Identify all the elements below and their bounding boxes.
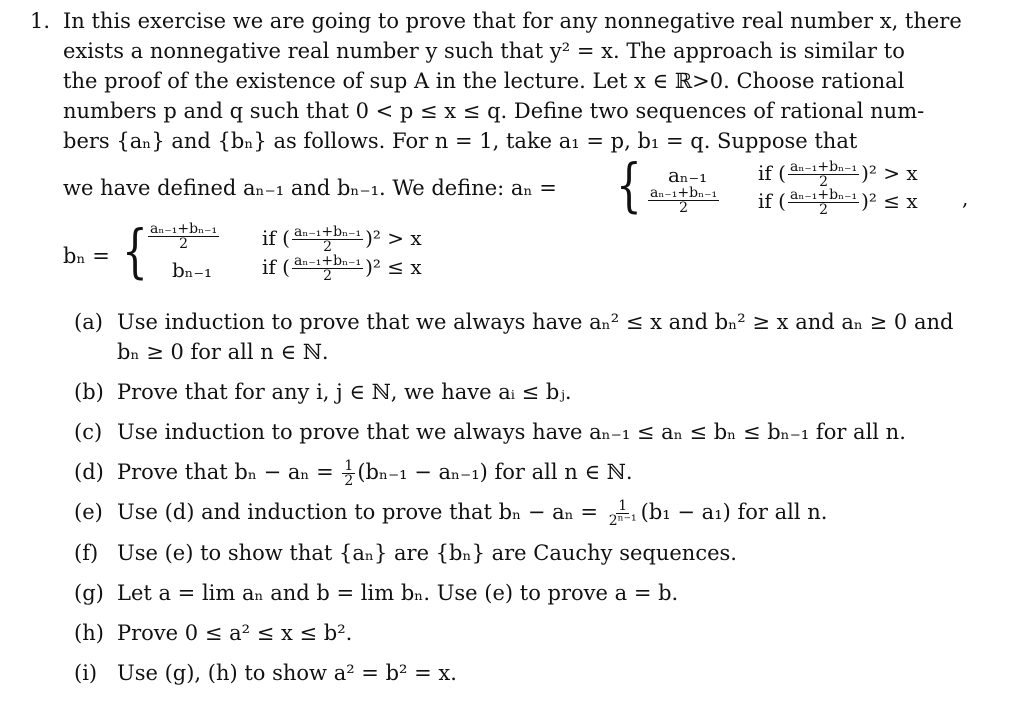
part-e-text: Use (d) and induction to prove that bₙ − aₙ = $\frac{1}{\text{2ⁿ⁻¹}}$ (b₁ − a₁) for all n. (117, 498, 828, 529)
intro-line-3: the proof of the existence of sup A in the lecture. Let x ∈ ℝ>0. Choose rational (63, 69, 905, 93)
part-a-text: Use induction to prove that we always have aₙ² ≤ x and bₙ² ≥ x and aₙ ≥ 0 and (117, 310, 954, 334)
problem-number: 1. (30, 9, 51, 33)
a-def-comma: , (962, 186, 969, 210)
part-i-text: Use (g), (h) to show a² = b² = x. (117, 661, 457, 685)
intro-line-2: exists a nonnegative real number y such that y² = x. The approach is similar to (63, 39, 905, 63)
a-def-case1-value: aₙ₋₁ (668, 163, 708, 187)
part-d-label: (d) (74, 460, 104, 484)
intro-line-1: In this exercise we are going to prove that for any nonnegative real number x, there (63, 9, 962, 33)
part-a-text-2: bₙ ≥ 0 for all n ∈ ℕ. (117, 340, 329, 364)
part-b-label: (b) (74, 380, 104, 404)
a-def-case2-value: $\frac{\text{aₙ₋₁+bₙ₋₁}}{2}$ (650, 185, 718, 216)
part-g-label: (g) (74, 581, 104, 605)
b-def-case1-value: $\frac{\text{aₙ₋₁+bₙ₋₁}}{2}$ (150, 221, 218, 252)
intro-line-6: we have defined aₙ₋₁ and bₙ₋₁. We define: aₙ = (63, 176, 557, 200)
a-def-brace: { (616, 151, 642, 219)
part-h-label: (h) (74, 621, 104, 645)
b-def-lhs: bₙ = (63, 244, 110, 268)
part-a-label: (a) (74, 310, 103, 334)
part-f-label: (f) (74, 541, 99, 565)
part-h-text: Prove 0 ≤ a² ≤ x ≤ b². (117, 621, 353, 645)
intro-line-5: bers {aₙ} and {bₙ} as follows. For n = 1, take a₁ = p, b₁ = q. Suppose that (63, 129, 858, 153)
part-g-text: Let a = lim aₙ and b = lim bₙ. Use (e) to prove a = b. (117, 581, 679, 605)
a-def-case1-cond: if ( $\frac{\text{aₙ₋₁+bₙ₋₁}}{2}$ )² > x (758, 159, 918, 190)
intro-line-4: numbers p and q such that 0 < p ≤ x ≤ q. Define two sequences of rational num- (63, 99, 925, 123)
b-def-case2-value: bₙ₋₁ (172, 258, 213, 282)
part-e-label: (e) (74, 500, 103, 524)
part-f-text: Use (e) to show that {aₙ} are {bₙ} are Cauchy sequences. (117, 541, 737, 565)
b-def-case2-cond: if ( $\frac{\text{aₙ₋₁+bₙ₋₁}}{2}$ )² ≤ x (262, 253, 422, 284)
part-c-text: Use induction to prove that we always have aₙ₋₁ ≤ aₙ ≤ bₙ ≤ bₙ₋₁ for all n. (117, 420, 906, 444)
part-d-text: Prove that bₙ − aₙ = $\frac{1}{2}$ (bₙ₋₁ − aₙ₋₁) for all n ∈ ℕ. (117, 458, 633, 489)
part-i-label: (i) (74, 661, 98, 685)
part-b-text: Prove that for any i, j ∈ ℕ, we have aᵢ ≤ bⱼ. (117, 380, 572, 404)
b-def-brace: { (122, 217, 148, 285)
b-def-case1-cond: if ( $\frac{\text{aₙ₋₁+bₙ₋₁}}{2}$ )² > x (262, 224, 422, 255)
a-def-case2-cond: if ( $\frac{\text{aₙ₋₁+bₙ₋₁}}{2}$ )² ≤ x (758, 187, 918, 218)
part-c-label: (c) (74, 420, 103, 444)
